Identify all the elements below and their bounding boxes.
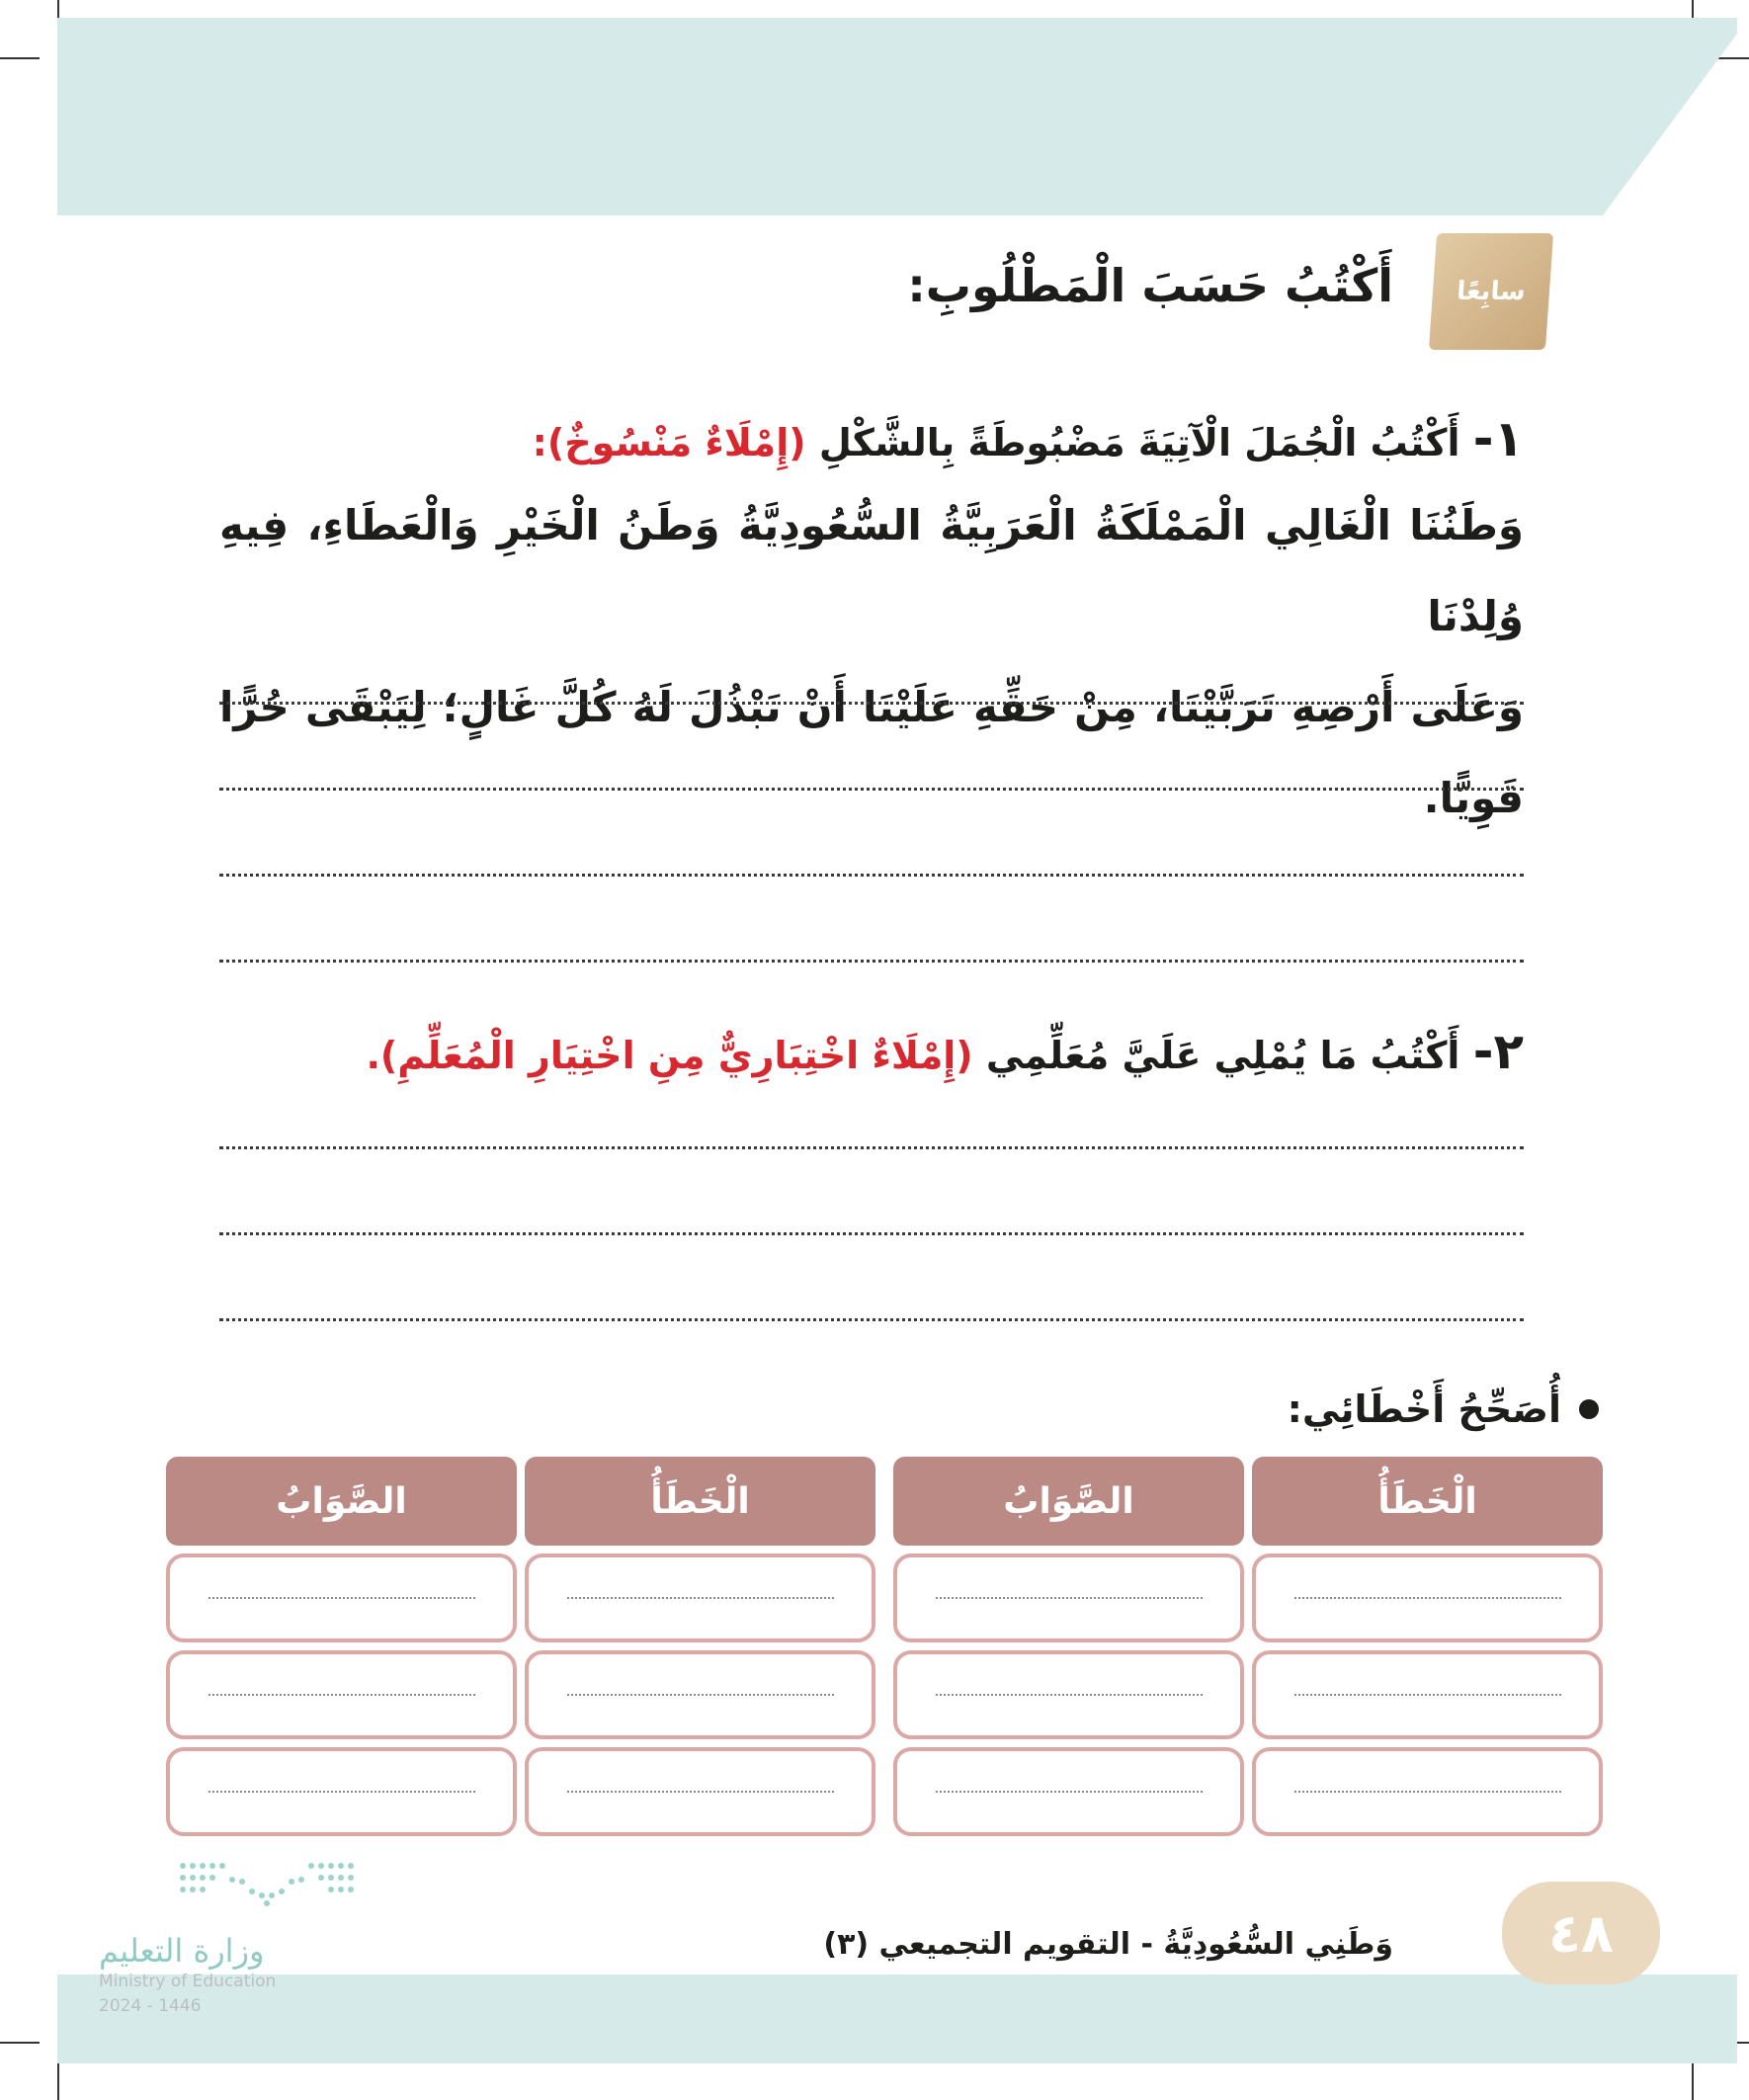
column-header-error: الْخَطَأُ (525, 1457, 875, 1546)
table-cell[interactable] (525, 1554, 875, 1642)
writing-line[interactable] (219, 874, 1524, 877)
table-cell[interactable] (525, 1747, 875, 1836)
question-2-number: ٢- (1472, 1023, 1524, 1080)
ministry-name-en: Ministry of Education (99, 1972, 277, 1991)
table-cell[interactable] (166, 1650, 517, 1739)
footer-title: وَطَنِي السُّعُودِيَّةُ - التقويم التجميعي (٣) (823, 1927, 1393, 1962)
question-1-number: ١- (1472, 410, 1524, 467)
corrections-table-left (166, 1457, 875, 1836)
writing-line[interactable] (219, 788, 1524, 791)
column-header-correct: الصَّوَابُ (166, 1457, 517, 1546)
corrections-heading (1288, 1387, 1599, 1431)
crop-mark (0, 57, 40, 59)
table-cell[interactable] (1252, 1747, 1603, 1836)
question-1-text: أَكْتُبُ الْجُمَلَ الْآتِيَةَ مَضْبُوطَةً بِالشَّكْلِ (818, 421, 1460, 464)
section-title: أَكْتُبُ حَسَبَ الْمَطْلُوبِ: (907, 259, 1393, 312)
crop-mark (57, 2060, 59, 2100)
corrections-label: أُصَحِّحُ أَخْطَائِي: (1287, 1387, 1561, 1431)
table-cell[interactable] (893, 1747, 1244, 1836)
table-cell[interactable] (1252, 1554, 1603, 1642)
table-cell[interactable] (166, 1554, 517, 1642)
writing-line[interactable] (219, 1232, 1524, 1235)
table-cell[interactable] (1252, 1650, 1603, 1739)
ministry-logo-icon (178, 1858, 356, 1907)
crop-mark (0, 2042, 40, 2044)
ministry-name-ar: وزارة التعليم (99, 1932, 265, 1970)
crop-mark (1692, 2060, 1694, 2100)
bullet-icon (1579, 1399, 1599, 1419)
question-2-note: (إِمْلَاءٌ اخْتِبَارِيٌّ مِنِ اخْتِيَارِ الْمُعَلِّمِ). (366, 1034, 973, 1077)
footer-band (57, 1974, 1737, 2063)
column-header-correct: الصَّوَابُ (893, 1457, 1244, 1546)
edition-year: 2024 - 1446 (99, 1996, 202, 2016)
passage-line-1: وَطَنُنَا الْغَالِي الْمَمْلَكَةُ الْعَرَبِيَّةُ السُّعُودِيَّةُ وَطَنُ الْخَيْرِ وَالْعَطَاءِ، فِيهِ وُلِدْنَا (219, 501, 1524, 640)
writing-line[interactable] (219, 1318, 1524, 1321)
question-1-note: (إِمْلَاءٌ مَنْسُوخٌ): (532, 421, 806, 464)
writing-line[interactable] (219, 1146, 1524, 1149)
header-band (57, 18, 1737, 215)
section-badge: سابِعًا (1429, 233, 1553, 350)
column-header-error: الْخَطَأُ (1252, 1457, 1603, 1546)
question-1 (533, 410, 1524, 467)
table-cell[interactable] (893, 1650, 1244, 1739)
question-2-text: أَكْتُبُ مَا يُمْلِي عَلَيَّ مُعَلِّمِي (985, 1034, 1460, 1077)
writing-line[interactable] (219, 960, 1524, 963)
writing-line[interactable] (219, 702, 1524, 705)
question-2 (366, 1023, 1524, 1080)
table-cell[interactable] (166, 1747, 517, 1836)
table-cell[interactable] (893, 1554, 1244, 1642)
table-cell[interactable] (525, 1650, 875, 1739)
page-number: ٤٨ (1502, 1882, 1660, 1984)
corrections-table-right (893, 1457, 1603, 1836)
passage-line-2: وَعَلَى أَرْضِهِ تَرَبَّيْنَا، مِنْ حَقِّهِ عَلَيْنَا أَنْ نَبْذُلَ لَهُ كُلَّ غَالٍ؛ لِيَبْقَى حُرًّا قَوِيًّا. (219, 683, 1524, 822)
